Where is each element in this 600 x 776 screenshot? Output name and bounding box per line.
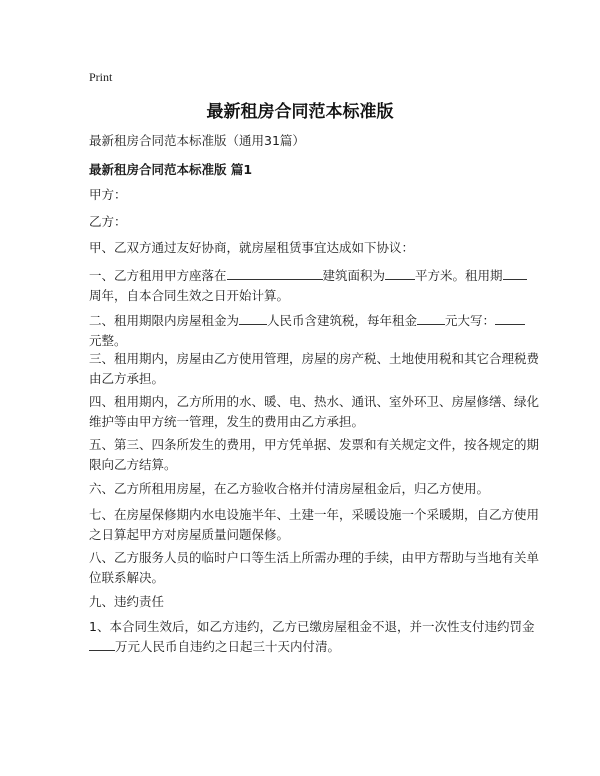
clause-9-1-line-1: 1、本合同生效后，如乙方违约，乙方已缴房屋租金不退，并一次性支付违约罚金: [89, 619, 535, 634]
clause-1-line-1: [89, 266, 517, 286]
clause-2: [89, 311, 517, 351]
clause-6-text: 六、乙方所租用房屋，在乙方验收合格并付清房屋租金后，归乙方使用。: [89, 481, 490, 496]
clause-8-line-1: 八、乙方服务人员的临时户口等生活上所需办理的手续，由甲方帮助与当地有关单: [89, 550, 540, 565]
clause-7-line-2: 之日算起甲方对房屋质量问题保修。: [89, 527, 290, 542]
clause-3: [89, 349, 540, 389]
clause-2-line-2: 元整。: [89, 333, 127, 348]
clause-5-line-2: 限向乙方结算。: [89, 457, 177, 472]
clause-1-text-b: 建筑面积为: [322, 268, 386, 283]
intro-block: [89, 238, 517, 258]
clause-1-text-a: 一、乙方租用甲方座落在: [89, 268, 227, 283]
document-title: 最新租房合同范本标准版: [206, 102, 394, 122]
clause-7-line-1: 七、在房屋保修期内水电设施半年、土建一年，采暖设施一个采暖期，自乙方使用: [89, 507, 540, 522]
clause-4-line-1: 四、租用期内，乙方所用的水、暖、电、热水、通讯、室外环卫、房屋修缮、绿化: [89, 394, 540, 409]
annual-rent-blank: [417, 311, 445, 325]
clause-2-text-b: 人民币含建筑税，每年租金: [267, 313, 418, 328]
clause-9-1: [89, 617, 535, 657]
amount-words-blank: [495, 311, 525, 325]
print-link[interactable]: Print: [89, 70, 113, 84]
intro-paragraph: 甲、乙双方通过友好协商，就房屋租赁事宜达成如下协议：: [89, 240, 415, 255]
section-heading-block: [89, 160, 517, 180]
party-b-block: [89, 212, 517, 232]
clause-9-heading: 九、违约责任: [89, 594, 165, 609]
clause-8: [89, 548, 540, 588]
clause-9-1-text-b: 万元人民币自违约之日起三十天内付清。: [115, 639, 341, 654]
area-blank: [385, 266, 415, 280]
clause-7: [89, 505, 540, 545]
clause-6: [89, 479, 517, 499]
party-b-label: 乙方：: [89, 214, 127, 229]
party-a-label: 甲方：: [89, 187, 127, 202]
clause-1-text-c: 平方米。租用期: [415, 268, 503, 283]
party-a-block: [89, 185, 517, 205]
clause-3-line-1: 三、租用期内，房屋由乙方使用管理，房屋的房产税、土地使用税和其它合理税费: [89, 351, 540, 366]
clause-9-heading-block: [89, 592, 517, 612]
clause-1-line-2: 周年，自本合同生效之日开始计算。: [89, 288, 290, 303]
term-blank: [503, 266, 527, 280]
clause-4-line-2: 维护等由甲方统一管理，发生的费用由乙方承担。: [89, 414, 365, 429]
clause-8-line-2: 位联系解决。: [89, 570, 165, 585]
clause-1: [89, 266, 517, 306]
clause-9-1-line-2: [89, 637, 517, 657]
clause-5: [89, 435, 540, 475]
clause-2-line-1: [89, 311, 517, 331]
location-blank: [227, 266, 323, 280]
penalty-blank: [89, 637, 115, 651]
section-heading: 最新租房合同范本标准版 篇1: [89, 162, 253, 177]
clause-5-line-1: 五、第三、四条所发生的费用，甲方凭单据、发票和有关规定文件，按各规定的期: [89, 437, 540, 452]
clause-2-text-a: 二、租用期限内房屋租金为: [89, 313, 240, 328]
clause-4: [89, 392, 540, 432]
clause-2-text-c: 元大写：: [445, 313, 496, 328]
document-subtitle: 最新租房合同范本标准版（通用31篇）: [89, 133, 305, 148]
rent-blank: [239, 311, 267, 325]
subtitle-block: [89, 131, 517, 151]
clause-3-line-2: 由乙方承担。: [89, 371, 165, 386]
